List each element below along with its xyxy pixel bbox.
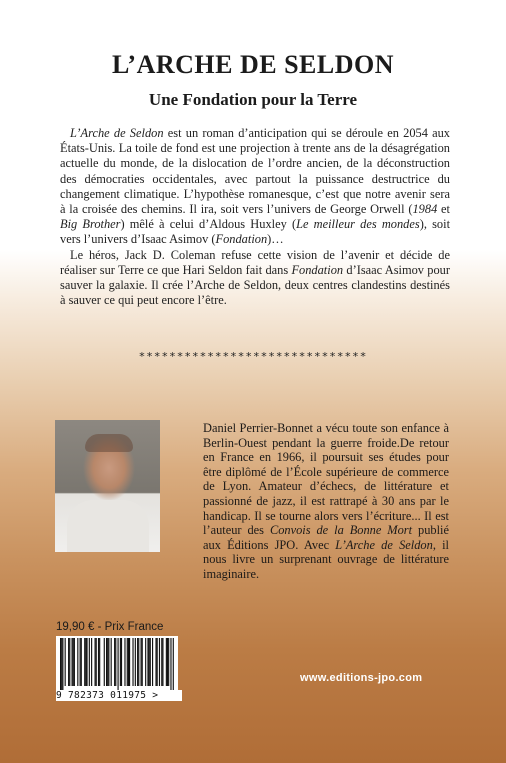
text-run-2: publié aux Éditions JPO. Avec <box>203 523 449 552</box>
separator: ****************************** <box>138 350 368 363</box>
synopsis-paragraph-1 <box>60 126 450 248</box>
barcode-bar <box>65 638 66 686</box>
text-run-3: et <box>437 202 450 217</box>
barcode-bar <box>124 638 125 686</box>
barcode-bar <box>142 638 143 686</box>
italic-run-6: Le meilleur des mondes <box>296 217 420 232</box>
barcode-bar <box>61 638 62 690</box>
barcode-bar <box>150 638 151 686</box>
barcode-bar <box>173 638 174 690</box>
text-run-5: ) mêlé à celui d’Aldous Huxley ( <box>120 217 297 232</box>
publisher-website: www.editions-jpo.com <box>300 672 423 684</box>
barcode-bar <box>127 638 128 686</box>
barcode-bar <box>152 638 153 686</box>
text-run-0: Daniel Perrier-Bonnet a vécu toute son enfance à Berlin-Ouest pendant la guerre froide.De retour en France en 1966, il poursuit ses études pour être diplômé de l’École supérieure de commerce de Lyon. Amateur d’échecs, de littérature et passionné de jazz, il est rattrapé à 30 ans par le handicap. Il se tourne alors vers l’écriture... Il est l’auteur des <box>203 421 449 538</box>
barcode-bar <box>108 638 109 686</box>
barcode-bar <box>166 638 167 686</box>
barcode-bar <box>98 638 99 686</box>
barcode-bar <box>72 638 73 686</box>
barcode-bar <box>155 638 156 686</box>
barcode-bar <box>115 638 116 686</box>
barcode-bar <box>62 638 63 690</box>
barcode-bar <box>162 638 163 686</box>
barcode-bar <box>68 638 69 686</box>
synopsis <box>60 126 450 308</box>
barcode-bar <box>170 638 171 690</box>
barcode-bar <box>159 638 160 686</box>
barcode-bar <box>167 638 168 686</box>
barcode-bar <box>85 638 86 686</box>
barcode-bar <box>95 638 96 686</box>
barcode-bar <box>141 638 142 686</box>
barcode-bar <box>137 638 138 686</box>
barcode-bar <box>135 638 136 686</box>
barcode-bar <box>81 638 82 686</box>
author-photo <box>55 420 160 552</box>
italic-run-2: 1984 <box>412 202 438 217</box>
book-title: L’ARCHE DE SELDON <box>111 50 395 79</box>
text-run-7: ), soit vers l’univers d’Isaac Asimov ( <box>60 217 451 247</box>
barcode <box>56 636 178 692</box>
book-subtitle: Une Fondation pour la Terre <box>148 90 358 109</box>
barcode-bar <box>147 638 148 686</box>
barcode-bar <box>104 638 105 686</box>
price-label: 19,90 € - Prix France <box>56 621 164 633</box>
barcode-bar <box>111 638 112 686</box>
barcode-bar <box>60 638 61 690</box>
barcode-bar <box>74 638 75 686</box>
author-bio <box>203 421 449 582</box>
italic-run-1: Fondation <box>291 262 344 277</box>
barcode-bar <box>107 638 108 686</box>
barcode-bar <box>91 638 92 686</box>
text-run-2: d’Isaac Asimov pour sauver la galaxie. Il crée l’Arche de Seldon, deux centres clandestins destinés à sauver ce qui peut encore l’être. <box>60 262 450 308</box>
barcode-bar <box>114 638 115 686</box>
barcode-bar <box>84 638 85 686</box>
barcode-bar <box>96 638 97 686</box>
italic-run-8: Fondation <box>215 232 268 247</box>
barcode-bar <box>69 638 70 686</box>
text-run-9: )… <box>267 232 284 247</box>
barcode-bar <box>121 638 122 686</box>
barcode-bar <box>132 638 133 686</box>
barcode-bar <box>77 638 78 686</box>
isbn-number: 9 782373 011975 > <box>56 690 182 701</box>
text-run-1: est un roman d’anticipation qui se déroule en 2054 aux États-Unis. La toile de fond est une projection à trente ans de la désagrégation actuelle du monde, de la dislocation de l’ordre ancien, de la déconstruction des démocraties occidentales, avec partout la puissance destructrice du changement climatique. L’hypothèse romanesque, c’est que notre avenir sera à la croisée des chemins. Il ira, soit vers l’univers de George Orwell ( <box>60 126 451 217</box>
barcode-bar <box>157 638 158 686</box>
italic-run-3: L’Arche de Seldon <box>335 537 433 552</box>
synopsis-paragraph-2 <box>60 248 450 309</box>
barcode-bar <box>168 638 169 686</box>
barcode-bar <box>145 638 146 686</box>
barcode-bar <box>129 638 130 686</box>
barcode-bar <box>118 638 119 690</box>
barcode-bar <box>80 638 81 686</box>
barcode-bar <box>120 638 121 686</box>
text-run-0: Le héros, Jack D. Coleman refuse cette vision de l’avenir et décide de réaliser sur Terre ce que Hari Seldon fait dans <box>60 247 450 277</box>
barcode-bar <box>128 638 129 686</box>
barcode-bar <box>138 638 139 686</box>
barcode-bar <box>73 638 74 686</box>
barcode-bar <box>149 638 150 686</box>
barcode-bar <box>161 638 162 686</box>
barcode-bar <box>86 638 87 686</box>
text-run-4: , il nous livre un surprenant ouvrage de littérature imaginaire. <box>203 537 449 581</box>
barcode-bar <box>99 638 100 686</box>
italic-run-0: L’Arche de Seldon <box>70 126 164 140</box>
italic-run-1: Convois de la Bonne Mort <box>269 523 413 538</box>
italic-run-4: Big Brother <box>60 217 121 232</box>
barcode-bar <box>106 638 107 686</box>
barcode-bar <box>89 638 90 686</box>
